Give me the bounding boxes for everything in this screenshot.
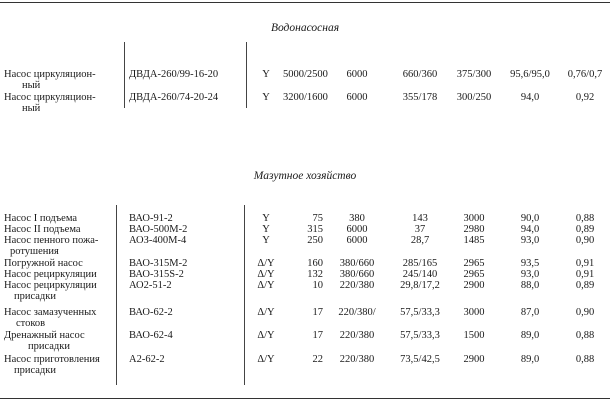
cell-power: 10	[312, 280, 323, 291]
cell-efficiency: 93,0	[520, 235, 540, 246]
cell-name: ный	[22, 103, 41, 114]
cell-efficiency: 94,0	[520, 92, 540, 103]
cell-type: АОЗ-400М-4	[129, 235, 187, 246]
cell-efficiency: 89,0	[520, 330, 540, 341]
cell-efficiency: 87,0	[520, 307, 540, 318]
cell-current: 57,5/33,3	[400, 307, 440, 318]
cell-voltage: 220/380	[339, 354, 375, 365]
cell-current: 57,5/33,3	[400, 330, 440, 341]
cell-name: Насос циркуляцион-	[4, 69, 96, 80]
cell-rpm: 2965	[463, 258, 485, 269]
cell-type: А2-62-2	[129, 354, 165, 365]
table-row	[0, 365, 610, 377]
cell-cos-phi: 0,89	[575, 224, 595, 235]
cell-current: 143	[412, 213, 428, 224]
cell-cos-phi: 0,88	[575, 354, 595, 365]
cell-rpm: 2980	[463, 224, 485, 235]
table-bottom-rule	[0, 398, 610, 399]
cell-power: 17	[312, 307, 323, 318]
cell-cos-phi: 0,88	[575, 330, 595, 341]
cell-connection: Δ/Y	[257, 258, 275, 269]
section-title-fuel-oil: Мазутное хозяйство	[253, 170, 357, 182]
cell-current: 355/178	[402, 92, 438, 103]
cell-cos-phi: 0,89	[575, 280, 595, 291]
cell-type: ВАО-91-2	[129, 213, 173, 224]
table-row	[0, 246, 610, 258]
cell-current: 28,7	[410, 235, 430, 246]
cell-name: ротушения	[10, 246, 59, 257]
cell-voltage: 220/380	[339, 280, 375, 291]
cell-efficiency: 93,5	[520, 258, 540, 269]
cell-power: 75	[312, 213, 323, 224]
cell-rpm: 300/250	[456, 92, 492, 103]
cell-name: присадки	[28, 341, 70, 352]
cell-current: 285/165	[402, 258, 438, 269]
cell-current: 29,8/17,2	[400, 280, 440, 291]
cell-cos-phi: 0,91	[575, 269, 595, 280]
table-row	[0, 318, 610, 330]
cell-name: Насос II подъема	[4, 224, 81, 235]
cell-efficiency: 90,0	[520, 213, 540, 224]
cell-connection: Δ/Y	[257, 280, 275, 291]
cell-type: АО2-51-2	[129, 280, 172, 291]
cell-current: 660/360	[402, 69, 438, 80]
cell-rpm: 2965	[463, 269, 485, 280]
cell-type: ВАО-315S-2	[129, 269, 184, 280]
cell-power: 315	[307, 224, 323, 235]
cell-current: 73,5/42,5	[400, 354, 440, 365]
cell-name: Погружной насос	[4, 258, 83, 269]
cell-name: Насос замазученных	[4, 307, 97, 318]
cell-voltage: 6000	[346, 224, 368, 235]
cell-name: присадки	[14, 291, 56, 302]
cell-power: 250	[307, 235, 323, 246]
cell-type: ВАО-315М-2	[129, 258, 188, 269]
cell-voltage: 380/660	[339, 269, 375, 280]
cell-name: Насос пенного пожа-	[4, 235, 99, 246]
cell-cos-phi: 0,90	[575, 307, 595, 318]
cell-cos-phi: 0,90	[575, 235, 595, 246]
table-row	[0, 341, 610, 353]
cell-voltage: 220/380	[339, 330, 375, 341]
cell-name: Дренажный насос	[4, 330, 85, 341]
cell-rpm: 3000	[463, 213, 485, 224]
cell-rpm: 1500	[463, 330, 485, 341]
cell-connection: Δ/Y	[257, 307, 275, 318]
cell-current: 37	[414, 224, 426, 235]
cell-power: 17	[312, 330, 323, 341]
cell-cos-phi: 0,88	[575, 213, 595, 224]
cell-current: 245/140	[402, 269, 438, 280]
cell-name: ный	[22, 80, 41, 91]
cell-efficiency: 88,0	[520, 280, 540, 291]
cell-efficiency: 94,0	[520, 224, 540, 235]
cell-voltage: 6000	[346, 69, 368, 80]
cell-rpm: 2900	[463, 354, 485, 365]
cell-cos-phi: 0,91	[575, 258, 595, 269]
cell-name: Насос I подъема	[4, 213, 78, 224]
cell-rpm: 1485	[463, 235, 485, 246]
cell-power: 3200/1600	[283, 92, 328, 103]
cell-voltage: 380	[349, 213, 365, 224]
section-title-water-pump: Водонасосная	[270, 22, 340, 34]
cell-name: Насос приготовления	[4, 354, 100, 365]
cell-rpm: 375/300	[456, 69, 492, 80]
cell-connection: Y	[262, 92, 270, 103]
cell-name: Насос рециркуляции	[4, 280, 97, 291]
cell-power: 5000/2500	[283, 69, 328, 80]
cell-type: ДВДА-260/99-16-20	[129, 69, 219, 80]
table-row	[0, 80, 610, 92]
cell-name: Насос рециркуляции	[4, 269, 97, 280]
cell-voltage: 220/380/	[338, 307, 376, 318]
cell-power: 22	[312, 354, 323, 365]
cell-connection: Y	[262, 224, 270, 235]
cell-connection: Y	[262, 235, 270, 246]
cell-name: стоков	[16, 318, 46, 329]
cell-power: 160	[307, 258, 323, 269]
cell-type: ВАО-62-4	[129, 330, 173, 341]
cell-connection: Δ/Y	[257, 269, 275, 280]
cell-connection: Y	[262, 69, 270, 80]
cell-connection: Δ/Y	[257, 330, 275, 341]
table-row	[0, 103, 610, 115]
cell-name: Насос циркуляцион-	[4, 92, 96, 103]
cell-connection: Y	[262, 213, 270, 224]
cell-name: присадки	[14, 365, 56, 376]
cell-efficiency: 93,0	[520, 269, 540, 280]
cell-type: ВАО-500М-2	[129, 224, 188, 235]
cell-power: 132	[307, 269, 323, 280]
cell-rpm: 2900	[463, 280, 485, 291]
cell-voltage: 6000	[346, 235, 368, 246]
cell-voltage: 380/660	[339, 258, 375, 269]
cell-cos-phi: 0,76/0,7	[567, 69, 603, 80]
cell-cos-phi: 0,92	[575, 92, 595, 103]
cell-efficiency: 89,0	[520, 354, 540, 365]
cell-type: ДВДА-260/74-20-24	[129, 92, 219, 103]
cell-efficiency: 95,6/95,0	[510, 69, 550, 80]
table-top-rule	[0, 2, 610, 3]
cell-voltage: 6000	[346, 92, 368, 103]
cell-connection: Δ/Y	[257, 354, 275, 365]
cell-type: ВАО-62-2	[129, 307, 173, 318]
cell-rpm: 3000	[463, 307, 485, 318]
table-row	[0, 291, 610, 303]
